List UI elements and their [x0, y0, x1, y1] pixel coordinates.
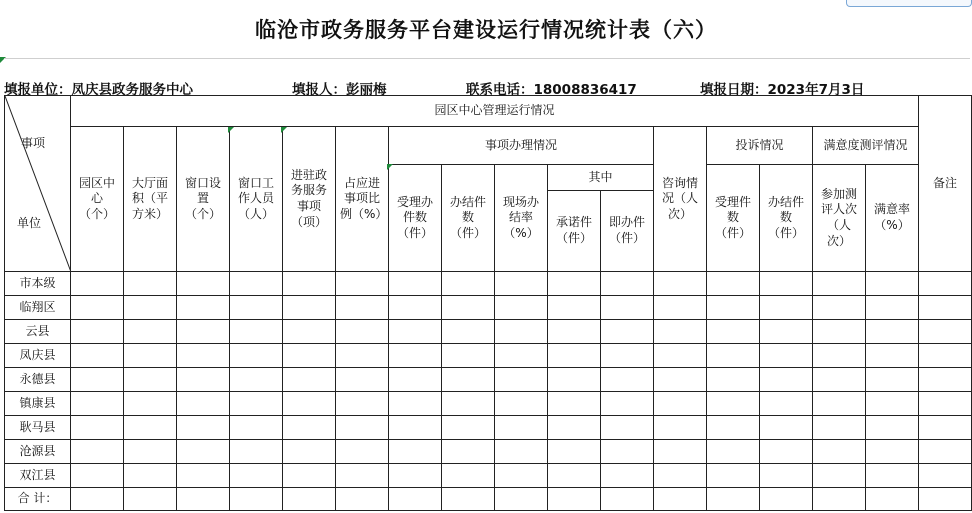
data-cell[interactable]: [389, 344, 442, 368]
data-cell[interactable]: [230, 488, 283, 511]
data-cell[interactable]: [548, 488, 601, 511]
data-cell[interactable]: [866, 392, 919, 416]
data-cell[interactable]: [230, 320, 283, 344]
data-cell[interactable]: [495, 392, 548, 416]
data-cell[interactable]: [601, 272, 654, 296]
data-cell[interactable]: [124, 344, 177, 368]
data-cell[interactable]: [760, 392, 813, 416]
row-label[interactable]: 合 计：: [5, 488, 71, 511]
data-cell[interactable]: [760, 296, 813, 320]
data-cell[interactable]: [177, 320, 230, 344]
row-label[interactable]: 云县: [5, 320, 71, 344]
data-cell[interactable]: [760, 368, 813, 392]
data-cell[interactable]: [442, 392, 495, 416]
data-cell[interactable]: [866, 440, 919, 464]
data-cell[interactable]: [71, 296, 124, 320]
data-cell[interactable]: [601, 416, 654, 440]
data-cell[interactable]: [336, 416, 389, 440]
data-cell[interactable]: [177, 344, 230, 368]
data-cell[interactable]: [866, 320, 919, 344]
data-cell[interactable]: [760, 344, 813, 368]
data-cell[interactable]: [124, 320, 177, 344]
data-cell[interactable]: [442, 488, 495, 511]
reporter-field: 填报人：彭丽梅: [292, 82, 387, 98]
data-cell[interactable]: [177, 440, 230, 464]
data-cell[interactable]: [548, 344, 601, 368]
data-cell[interactable]: [177, 296, 230, 320]
data-cell[interactable]: [230, 416, 283, 440]
header-affairs-group: 事项办理情况: [389, 127, 654, 165]
data-cell[interactable]: [707, 488, 760, 511]
data-cell[interactable]: [919, 488, 972, 511]
data-cell[interactable]: [442, 440, 495, 464]
data-cell[interactable]: [389, 272, 442, 296]
data-cell[interactable]: [124, 440, 177, 464]
data-cell[interactable]: [283, 440, 336, 464]
data-cell[interactable]: [495, 344, 548, 368]
data-cell[interactable]: [442, 368, 495, 392]
data-cell[interactable]: [548, 440, 601, 464]
data-cell[interactable]: [177, 368, 230, 392]
data-cell[interactable]: [495, 368, 548, 392]
data-cell[interactable]: [866, 368, 919, 392]
data-cell[interactable]: [601, 320, 654, 344]
table-row: [5, 440, 972, 464]
data-cell[interactable]: [813, 392, 866, 416]
data-cell[interactable]: [654, 392, 707, 416]
data-cell[interactable]: [495, 440, 548, 464]
header-instant: 即办件（件）: [601, 191, 654, 272]
row-label[interactable]: 永德县: [5, 368, 71, 392]
data-cell[interactable]: [813, 296, 866, 320]
data-cell[interactable]: [919, 440, 972, 464]
unit-field: 填报单位：凤庆县政务服务中心: [4, 82, 193, 98]
data-cell[interactable]: [71, 440, 124, 464]
data-cell[interactable]: [336, 296, 389, 320]
phone-field: 联系电话：18008836417: [466, 82, 637, 98]
header-satisfaction-rate: 满意率（%）: [866, 165, 919, 272]
row-label[interactable]: 镇康县: [5, 392, 71, 416]
data-cell[interactable]: [707, 272, 760, 296]
table-row: [5, 368, 972, 392]
data-cell[interactable]: [654, 272, 707, 296]
data-cell[interactable]: [548, 368, 601, 392]
table-row: [5, 296, 972, 320]
data-cell[interactable]: [601, 488, 654, 511]
page-title: 临沧市政务服务平台建设运行情况统计表（六）: [255, 17, 717, 42]
header-complaint-completed: 办结件数（件）: [760, 165, 813, 272]
data-cell[interactable]: [495, 488, 548, 511]
data-cell[interactable]: [548, 416, 601, 440]
row-label[interactable]: 市本级: [5, 272, 71, 296]
data-cell[interactable]: [336, 464, 389, 488]
data-cell[interactable]: [283, 368, 336, 392]
row-label[interactable]: 凤庆县: [5, 344, 71, 368]
data-cell[interactable]: [760, 320, 813, 344]
data-cell[interactable]: [548, 464, 601, 488]
data-cell[interactable]: [283, 296, 336, 320]
data-cell[interactable]: [442, 344, 495, 368]
data-cell[interactable]: [760, 440, 813, 464]
data-cell[interactable]: [336, 488, 389, 511]
data-cell[interactable]: [177, 392, 230, 416]
data-cell[interactable]: [707, 464, 760, 488]
header-participants: 参加测评人次（人次）: [813, 165, 866, 272]
data-cell[interactable]: [230, 272, 283, 296]
data-cell[interactable]: [707, 344, 760, 368]
data-cell[interactable]: [548, 392, 601, 416]
data-cell[interactable]: [760, 272, 813, 296]
table-row: [5, 392, 972, 416]
data-cell[interactable]: [230, 344, 283, 368]
data-cell[interactable]: [71, 320, 124, 344]
row-label[interactable]: 耿马县: [5, 416, 71, 440]
data-cell[interactable]: [813, 368, 866, 392]
data-cell[interactable]: [124, 416, 177, 440]
data-cell[interactable]: [177, 488, 230, 511]
data-cell[interactable]: [813, 272, 866, 296]
data-cell[interactable]: [442, 320, 495, 344]
data-cell[interactable]: [71, 344, 124, 368]
data-cell[interactable]: [919, 464, 972, 488]
data-cell[interactable]: [124, 368, 177, 392]
data-cell[interactable]: [177, 272, 230, 296]
data-cell[interactable]: [230, 440, 283, 464]
data-cell[interactable]: [283, 392, 336, 416]
data-cell[interactable]: [230, 464, 283, 488]
data-cell[interactable]: [495, 272, 548, 296]
header-complaint-accepted: 受理件数（件）: [707, 165, 760, 272]
header-consultation: 咨询情况（人次）: [654, 127, 707, 272]
data-cell[interactable]: [177, 464, 230, 488]
corner-label-unit: 单位: [17, 216, 42, 230]
data-cell[interactable]: [389, 296, 442, 320]
data-cell[interactable]: [389, 440, 442, 464]
header-window-staff: 窗口工作人员（人）: [230, 127, 283, 272]
header-remark: 备注: [919, 96, 972, 272]
header-satisfaction-group: 满意度测评情况: [813, 127, 919, 165]
data-cell[interactable]: [230, 392, 283, 416]
data-cell[interactable]: [336, 272, 389, 296]
data-cell[interactable]: [707, 392, 760, 416]
corner-header: [5, 96, 71, 272]
data-cell[interactable]: [495, 296, 548, 320]
data-cell[interactable]: [336, 440, 389, 464]
data-cell[interactable]: [866, 488, 919, 511]
data-cell[interactable]: [389, 368, 442, 392]
data-cell[interactable]: [389, 320, 442, 344]
header-item-ratio: 占应进事项比例（%）: [336, 127, 389, 272]
data-cell[interactable]: [919, 296, 972, 320]
data-cell[interactable]: [283, 488, 336, 511]
title-divider: [4, 58, 970, 59]
data-cell[interactable]: [866, 272, 919, 296]
comment-marker: [281, 127, 287, 133]
data-cell[interactable]: [124, 272, 177, 296]
table-body: [5, 272, 972, 511]
data-cell[interactable]: [707, 440, 760, 464]
data-cell[interactable]: [813, 416, 866, 440]
data-cell[interactable]: [283, 272, 336, 296]
data-cell[interactable]: [389, 392, 442, 416]
data-cell[interactable]: [654, 296, 707, 320]
data-cell[interactable]: [71, 368, 124, 392]
comment-marker: [387, 164, 393, 170]
header-completed: 办结件数（件）: [442, 165, 495, 272]
row-label[interactable]: 双江县: [5, 464, 71, 488]
header-among-group: 其中: [548, 165, 654, 191]
header-complaint-group: 投诉情况: [707, 127, 813, 165]
data-cell[interactable]: [654, 368, 707, 392]
data-cell[interactable]: [601, 344, 654, 368]
data-cell[interactable]: [919, 320, 972, 344]
header-service-items: 进驻政务服务事项（项）: [283, 127, 336, 272]
date-field: 填报日期：2023年7月3日: [700, 82, 865, 98]
table-row: [5, 272, 972, 296]
data-cell[interactable]: [389, 464, 442, 488]
data-cell[interactable]: [230, 368, 283, 392]
data-cell[interactable]: [866, 296, 919, 320]
data-cell[interactable]: [71, 464, 124, 488]
data-cell[interactable]: [654, 320, 707, 344]
tab-fragment: [846, 0, 972, 7]
header-park-center: 园区中心（个）: [71, 127, 124, 272]
data-cell[interactable]: [919, 416, 972, 440]
data-cell[interactable]: [442, 416, 495, 440]
table-row: [5, 344, 972, 368]
data-cell[interactable]: [760, 464, 813, 488]
statistics-table: [4, 95, 972, 511]
data-cell[interactable]: [124, 392, 177, 416]
data-cell[interactable]: [601, 464, 654, 488]
header-park-management: 园区中心管理运行情况: [71, 96, 919, 127]
data-cell[interactable]: [283, 464, 336, 488]
data-cell[interactable]: [495, 416, 548, 440]
data-cell[interactable]: [601, 392, 654, 416]
data-cell[interactable]: [919, 392, 972, 416]
data-cell[interactable]: [601, 440, 654, 464]
data-cell[interactable]: [601, 296, 654, 320]
data-cell[interactable]: [760, 416, 813, 440]
data-cell[interactable]: [283, 344, 336, 368]
data-cell[interactable]: [124, 464, 177, 488]
data-cell[interactable]: [71, 488, 124, 511]
data-cell[interactable]: [336, 392, 389, 416]
data-cell[interactable]: [389, 416, 442, 440]
data-cell[interactable]: [654, 464, 707, 488]
data-cell[interactable]: [707, 368, 760, 392]
data-cell[interactable]: [71, 416, 124, 440]
data-cell[interactable]: [707, 320, 760, 344]
data-cell[interactable]: [654, 416, 707, 440]
data-cell[interactable]: [442, 464, 495, 488]
data-cell[interactable]: [230, 296, 283, 320]
row-label[interactable]: 沧源县: [5, 440, 71, 464]
data-cell[interactable]: [654, 344, 707, 368]
data-cell[interactable]: [919, 272, 972, 296]
data-cell[interactable]: [866, 344, 919, 368]
data-cell[interactable]: [442, 296, 495, 320]
data-cell[interactable]: [919, 368, 972, 392]
data-cell[interactable]: [177, 416, 230, 440]
table-row: [5, 416, 972, 440]
header-hall-area: 大厅面积（平方米）: [124, 127, 177, 272]
data-cell[interactable]: [548, 296, 601, 320]
data-cell[interactable]: [866, 464, 919, 488]
data-cell[interactable]: [813, 440, 866, 464]
table-row: [5, 488, 972, 511]
data-cell[interactable]: [283, 416, 336, 440]
data-cell[interactable]: [548, 320, 601, 344]
comment-marker: [228, 127, 234, 133]
data-cell[interactable]: [71, 392, 124, 416]
data-cell[interactable]: [707, 416, 760, 440]
data-cell[interactable]: [336, 368, 389, 392]
data-cell[interactable]: [813, 344, 866, 368]
corner-diagonal: [5, 96, 71, 272]
data-cell[interactable]: [707, 296, 760, 320]
data-cell[interactable]: [760, 488, 813, 511]
data-cell[interactable]: [601, 368, 654, 392]
data-cell[interactable]: [71, 272, 124, 296]
data-cell[interactable]: [813, 488, 866, 511]
data-cell[interactable]: [813, 464, 866, 488]
data-cell[interactable]: [919, 344, 972, 368]
header-onsite-rate: 现场办结率（%）: [495, 165, 548, 272]
data-cell[interactable]: [336, 344, 389, 368]
row-label[interactable]: 临翔区: [5, 296, 71, 320]
header-accepted: 受理办件数（件）: [389, 165, 442, 272]
data-cell[interactable]: [124, 296, 177, 320]
data-cell[interactable]: [654, 488, 707, 511]
header-window-count: 窗口设置（个）: [177, 127, 230, 272]
data-cell[interactable]: [548, 272, 601, 296]
corner-label-item: 事项: [21, 136, 46, 150]
data-cell[interactable]: [866, 416, 919, 440]
data-cell[interactable]: [813, 320, 866, 344]
data-cell[interactable]: [389, 488, 442, 511]
header-promise: 承诺件（件）: [548, 191, 601, 272]
data-cell[interactable]: [495, 320, 548, 344]
table-row: [5, 320, 972, 344]
data-cell[interactable]: [654, 440, 707, 464]
data-cell[interactable]: [283, 320, 336, 344]
data-cell[interactable]: [124, 488, 177, 511]
data-cell[interactable]: [495, 464, 548, 488]
table-row: [5, 464, 972, 488]
data-cell[interactable]: [442, 272, 495, 296]
data-cell[interactable]: [336, 320, 389, 344]
